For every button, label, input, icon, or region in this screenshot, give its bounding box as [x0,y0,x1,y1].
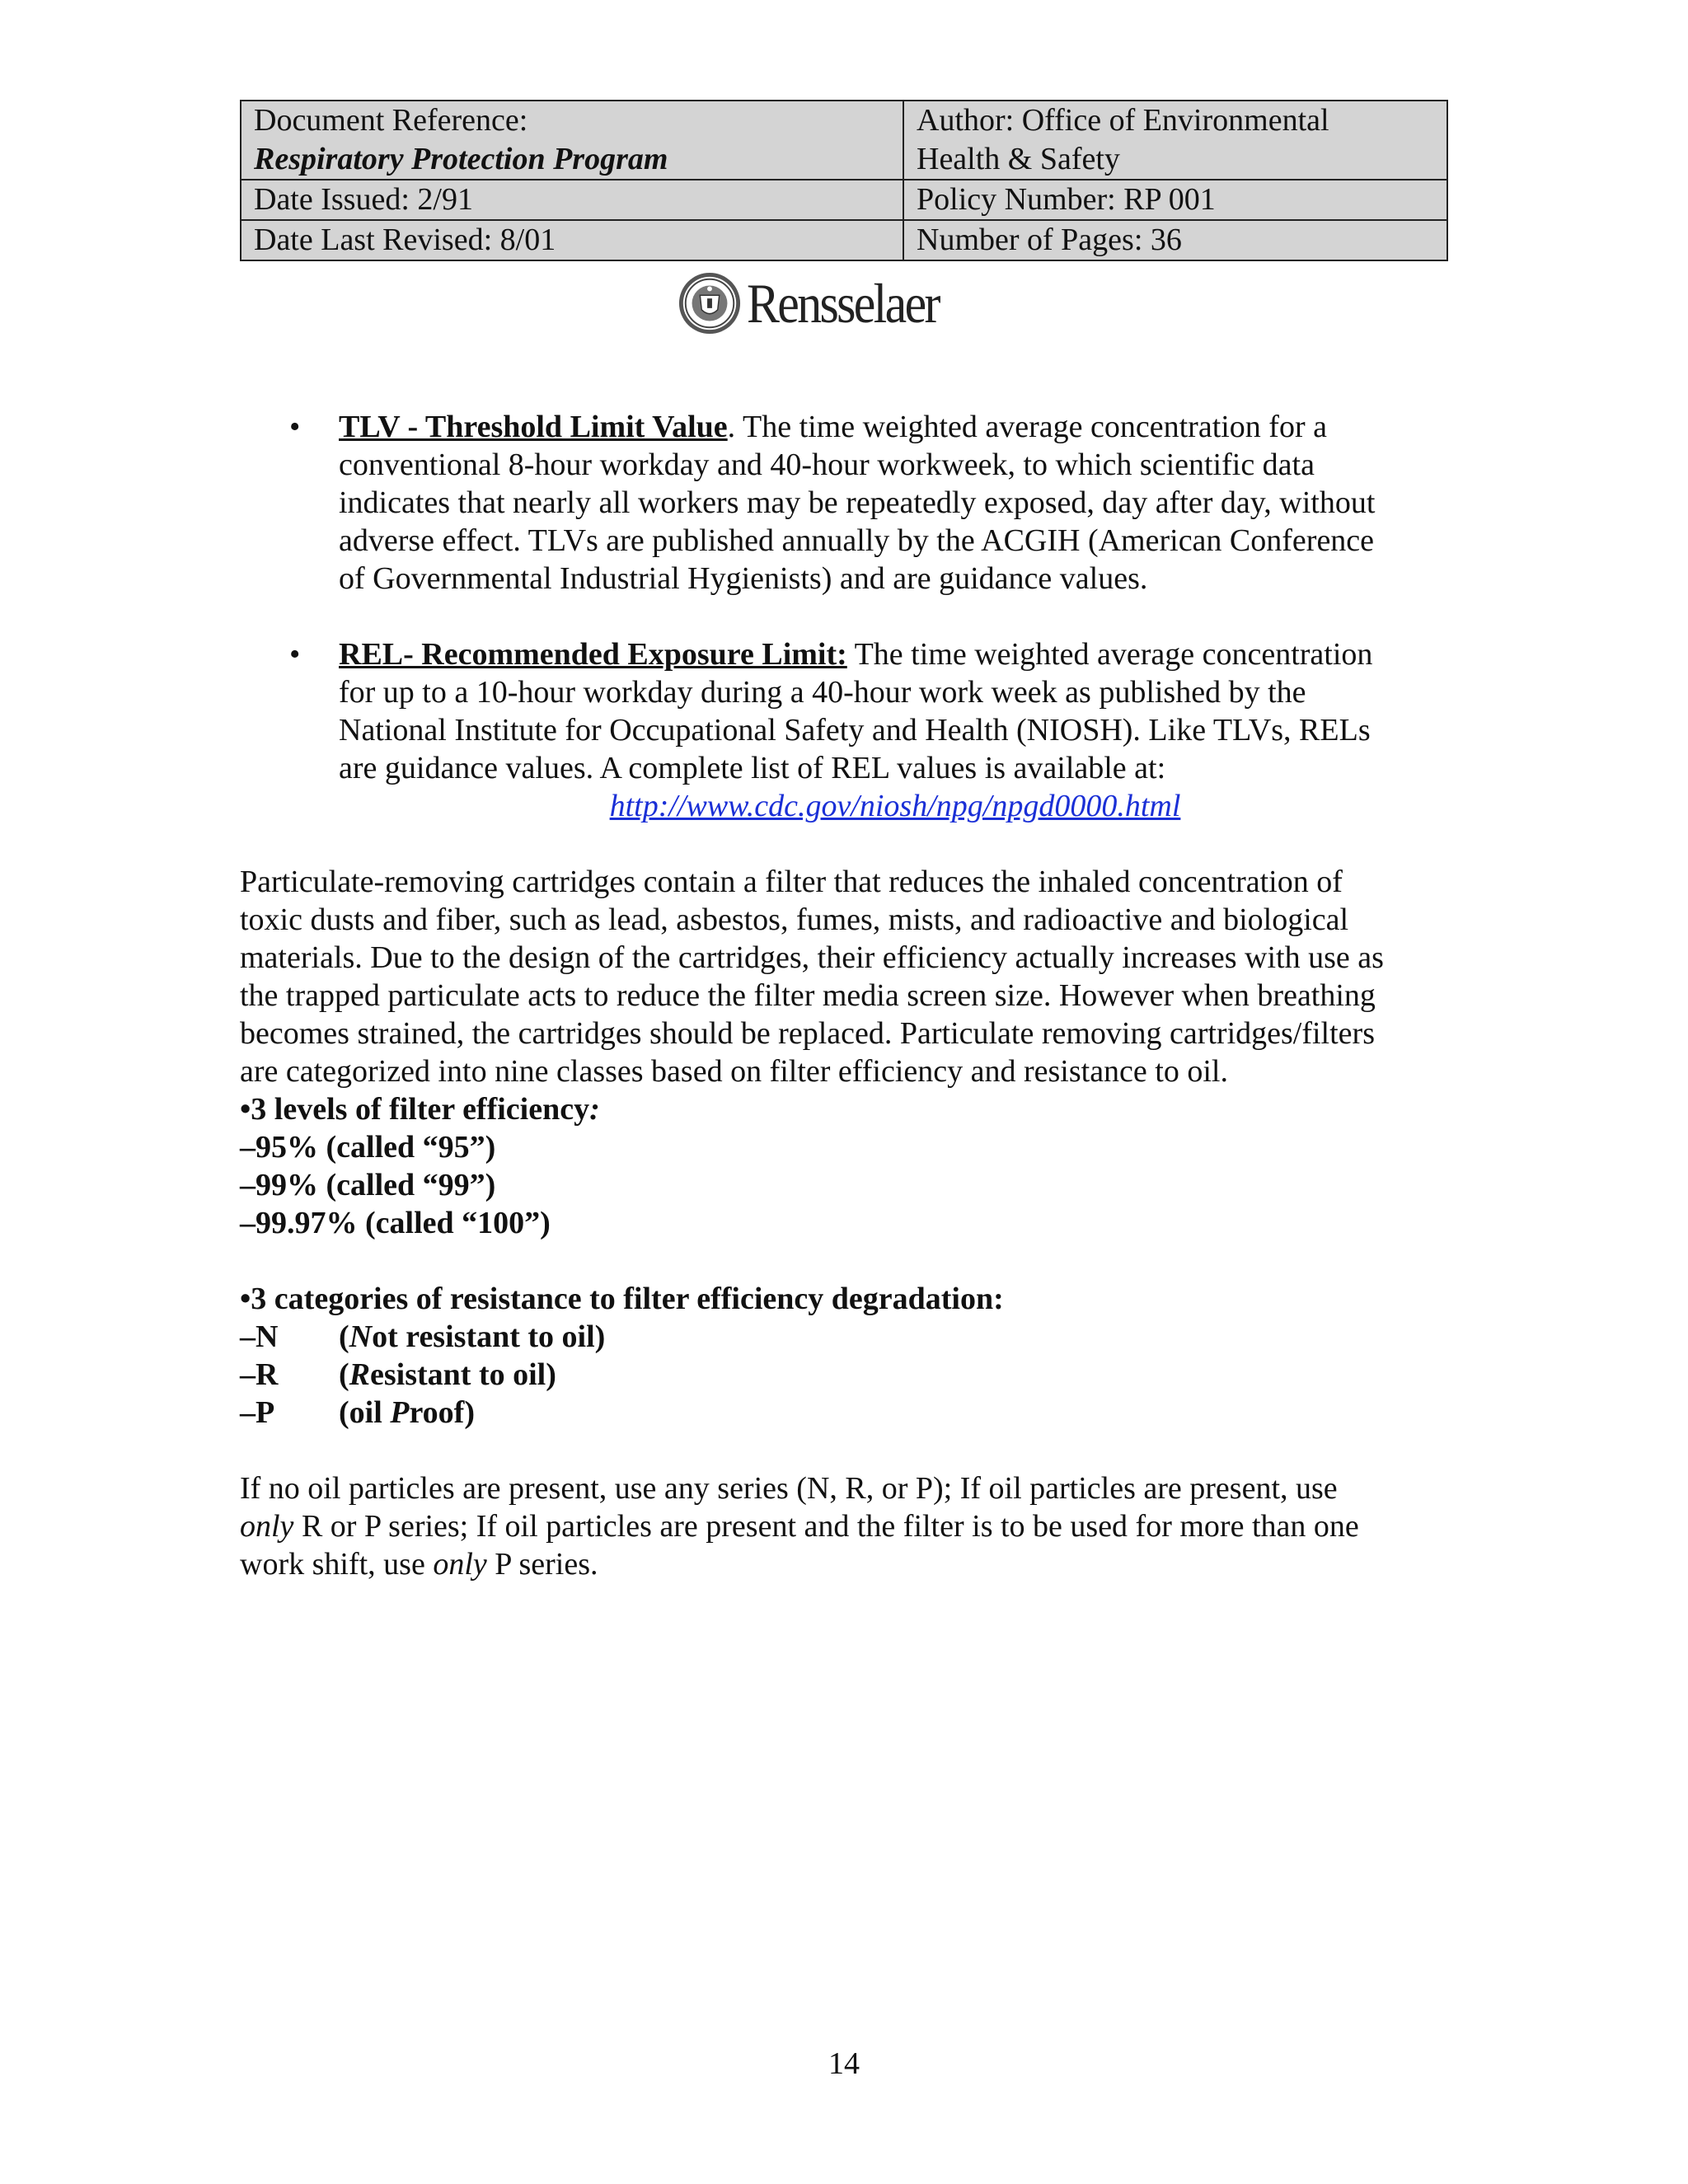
definition-line: indicates that nearly all workers may be repeatedly exposed, day after day, without [339,485,1376,520]
spacer [240,1432,1451,1469]
paragraph-line [240,1507,1451,1545]
emphasis-only: only [433,1547,487,1582]
definition-text: The time weighted average concentration [846,637,1373,672]
closing-paragraph [240,1469,1451,1583]
resistance-key: –R [240,1357,279,1392]
resistance-post: roof) [409,1395,475,1430]
resistance-emphasis: N [349,1319,373,1354]
resistance-pre: ( [339,1319,349,1354]
resistance-pre: ( [339,1357,349,1392]
niosh-rel-link[interactable]: http://www.cdc.gov/niosh/npg/npgd0000.html [609,789,1181,823]
resistance-item [240,1394,1451,1432]
doc-reference-cell [241,101,903,180]
efficiency-heading-text: •3 levels of filter efficiency [240,1092,590,1127]
spacer [240,598,1451,635]
author-line-2: Health & Safety [917,142,1120,176]
paragraph-text: R or P series; If oil particles are present and the filter is to be used for more than one [293,1509,1359,1544]
bullet-icon: • [289,410,301,444]
author-line-1: Author: Office of Environmental [917,103,1329,138]
efficiency-item: –95% (called “95”) [240,1130,496,1165]
definition-line: National Institute for Occupational Safety and Health (NIOSH). Like TLVs, RELs [339,713,1371,748]
particulate-paragraph [240,863,1451,1090]
resistance-value [339,1318,605,1356]
paragraph-line: the trapped particulate acts to reduce the filter media screen size. However when breathing [240,978,1376,1013]
header-row [241,101,1447,180]
efficiency-item: –99% (called “99”) [240,1168,496,1202]
definition-line: conventional 8-hour workday and 40-hour workweek, to which scientific data [339,448,1315,482]
paragraph-line: becomes strained, the cartridges should be replaced. Particulate removing cartridges/filters [240,1016,1375,1051]
spacer [240,1242,1451,1280]
doc-reference-label: Document Reference: [254,103,528,138]
definition-line: adverse effect. TLVs are published annually by the ACGIH (American Conference [339,523,1375,558]
resistance-key: –N [240,1319,279,1354]
paragraph-line: toxic dusts and fiber, such as lead, asbestos, fumes, mists, and radioactive and biological [240,902,1349,937]
definition-line [339,408,1451,446]
rensselaer-logo [678,270,965,336]
definition-tlv [240,408,1451,598]
page-count-cell: Number of Pages: 36 [903,220,1447,260]
spacer [240,825,1451,863]
paragraph-line [240,1545,1451,1583]
paragraph-line: are categorized into nine classes based on filter efficiency and resistance to oil. [240,1054,1228,1089]
doc-reference-value: Respiratory Protection Program [254,142,668,176]
paragraph-text: work shift, use [240,1547,434,1582]
paragraph-text: P series. [486,1547,598,1582]
paragraph-line: Particulate-removing cartridges contain a filter that reduces the inhaled concentration of [240,865,1343,899]
page-number: 14 [828,2046,860,2081]
header-row [241,220,1447,260]
resistance-heading: •3 categories of resistance to filter efficiency degradation: [240,1282,1004,1316]
resistance-value [339,1394,475,1432]
resistance-item [240,1318,1451,1356]
resistance-key: –P [240,1395,275,1430]
definition-term: REL- Recommended Exposure Limit: [339,637,847,672]
resistance-value [339,1356,556,1394]
bullet-icon: • [289,637,301,672]
resistance-emphasis: R [349,1357,371,1392]
logo-wordmark: Rensselaer [747,272,939,335]
header-row [241,180,1447,220]
efficiency-item: –99.97% (called “100”) [240,1206,551,1240]
definition-rel [240,635,1451,787]
definition-text: . The time weighted average concentration for a [727,410,1327,444]
document-body [240,408,1451,1583]
efficiency-heading [240,1090,1451,1128]
document-header-table [240,100,1448,261]
rel-link-line [240,787,1451,825]
resistance-pre: (oil [339,1395,391,1430]
emphasis-only: only [240,1509,294,1544]
resistance-emphasis: P [390,1395,410,1430]
paragraph-line: materials. Due to the design of the cartridges, their efficiency actually increases with use as [240,940,1384,975]
efficiency-heading-colon: : [589,1092,600,1127]
rensselaer-seal-icon [678,271,742,335]
date-revised-cell: Date Last Revised: 8/01 [241,220,903,260]
definition-line: of Governmental Industrial Hygienists) and are guidance values. [339,561,1148,596]
policy-number-cell: Policy Number: RP 001 [903,180,1447,220]
paragraph-line: If no oil particles are present, use any series (N, R, or P); If oil particles are present, use [240,1471,1338,1506]
author-cell [903,101,1447,180]
date-issued-cell: Date Issued: 2/91 [241,180,903,220]
definition-line [339,635,1451,673]
definition-line: for up to a 10-hour workday during a 40-hour work week as published by the [339,675,1306,710]
resistance-post: ot resistant to oil) [372,1319,606,1354]
definition-term: TLV - Threshold Limit Value [339,410,728,444]
resistance-item [240,1356,1451,1394]
definition-line: are guidance values. A complete list of REL values is available at: [339,751,1166,785]
resistance-post: esistant to oil) [370,1357,556,1392]
